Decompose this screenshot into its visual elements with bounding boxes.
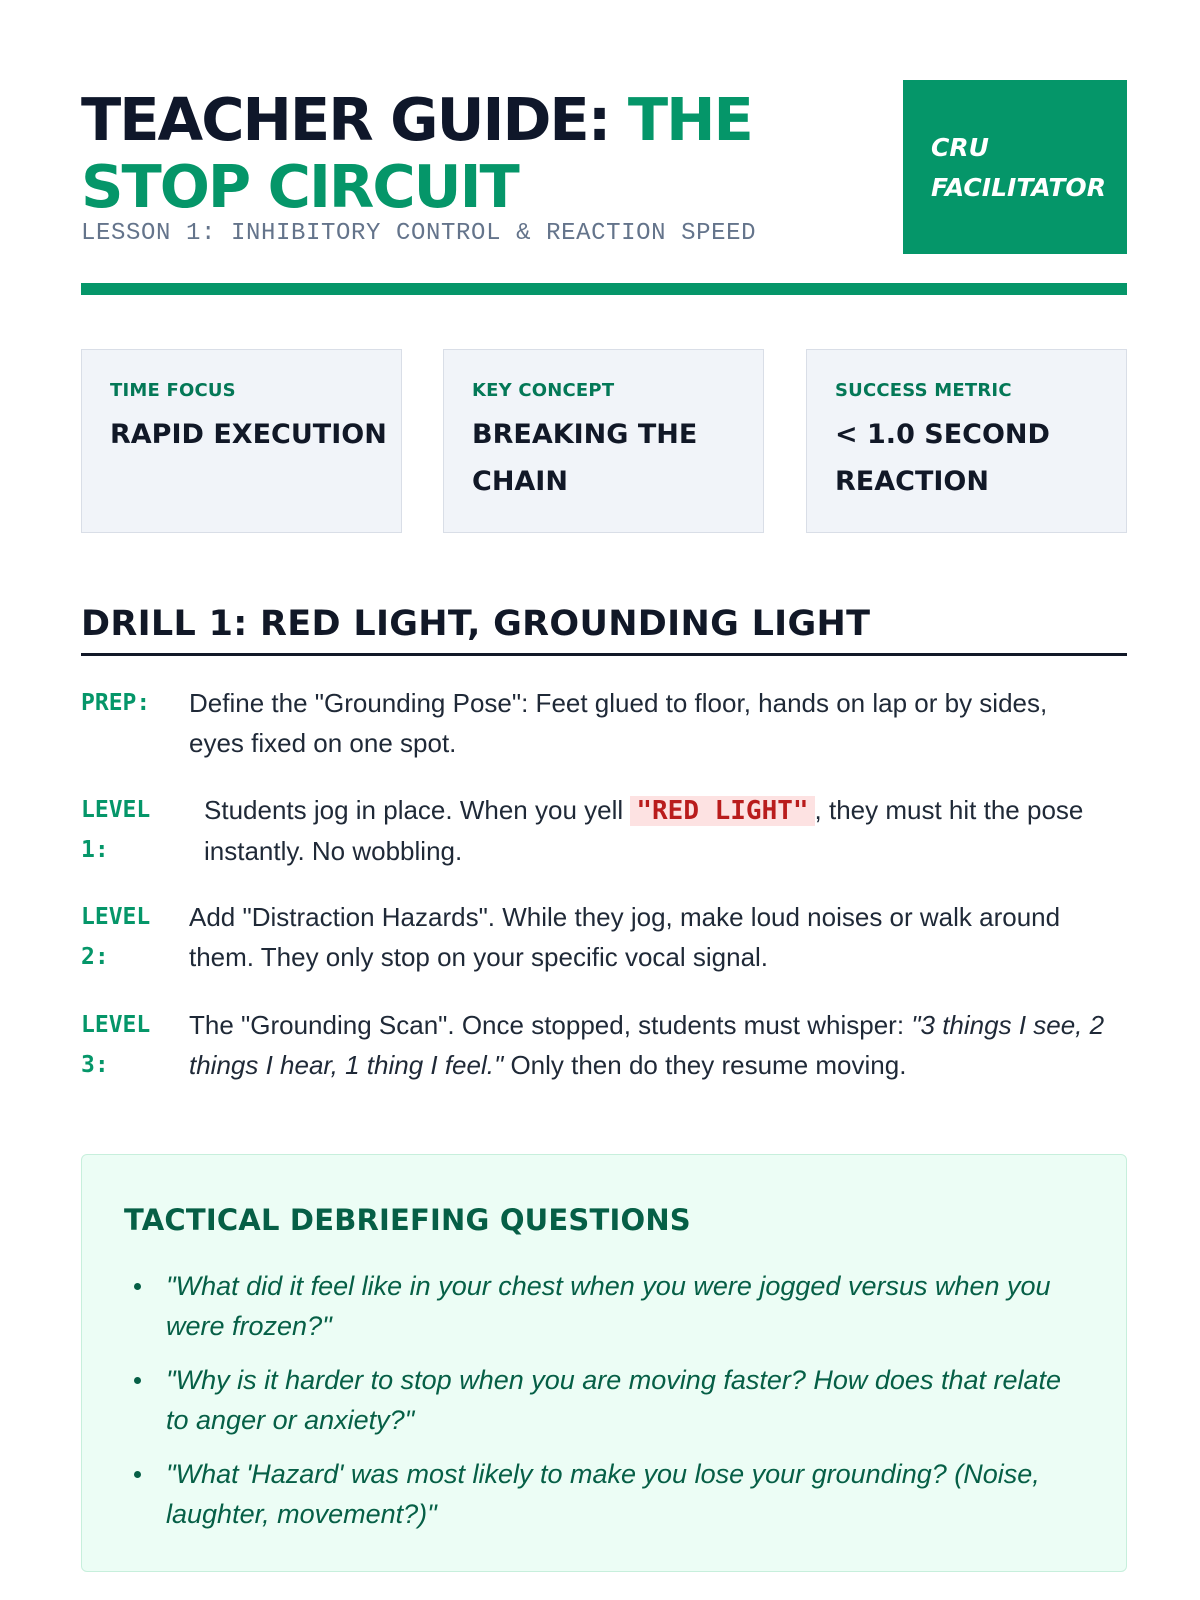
step-text: Define the "Grounding Pose": Feet glued to floor, hands on lap or by sides, eyes fixed on one spot. <box>189 688 1048 758</box>
step-prep <box>81 683 1127 763</box>
card-key-concept <box>443 349 764 533</box>
card-label: TIME FOCUS <box>110 380 236 401</box>
card-value: < 1.0 SECOND REACTION <box>835 419 1050 497</box>
title-accent: THE STOP CIRCUIT <box>81 85 752 221</box>
step-text-before: The "Grounding Scan". Once stopped, students must whisper: <box>189 1010 912 1040</box>
step-label: PREP: <box>81 690 151 716</box>
drill-title: DRILL 1: RED LIGHT, GROUNDING LIGHT <box>81 604 1127 656</box>
lesson-subtitle: LESSON 1: INHIBITORY CONTROL & REACTION SPEED <box>81 220 757 247</box>
step-label: LEVEL 2: <box>81 904 151 970</box>
step-text-after: , they must hit the pose instantly. No wobbling. <box>204 795 1084 866</box>
step-text: Add "Distraction Hazards". While they jog, make loud noises or walk around them. They only stop on your specific vocal signal. <box>189 902 1061 972</box>
step-text <box>189 1005 1129 1085</box>
debrief-title: TACTICAL DEBRIEFING QUESTIONS <box>124 1203 691 1237</box>
bullet-icon <box>134 1283 141 1290</box>
list-item <box>124 1360 1084 1440</box>
step-label: LEVEL 1: <box>81 797 151 863</box>
debrief-panel <box>81 1154 1127 1572</box>
step-level-1 <box>81 790 1127 870</box>
header-divider <box>81 283 1127 295</box>
grounding-scan-quote: "3 things I see, 2 things I hear, 1 thing I feel." <box>189 1010 1105 1080</box>
red-light-highlight: "RED LIGHT" <box>630 796 814 826</box>
title-main: TEACHER GUIDE: <box>81 85 628 154</box>
step-text-after: Only then do they resume moving. <box>503 1050 907 1080</box>
card-value: BREAKING THE CHAIN <box>472 419 698 497</box>
step-text <box>204 790 1104 871</box>
step-label: LEVEL 3: <box>81 1012 151 1078</box>
question-text: "What did it feel like in your chest when you were jogged versus when you were frozen?" <box>166 1271 1051 1341</box>
step-text-before: Students jog in place. When you yell <box>204 795 631 825</box>
bullet-icon <box>134 1471 141 1478</box>
card-label: SUCCESS METRIC <box>835 380 1012 401</box>
card-success-metric <box>806 349 1127 533</box>
step-level-3 <box>81 1005 1127 1085</box>
question-text: "What 'Hazard' was most likely to make you lose your grounding? (Noise, laughter, movement?)" <box>166 1459 1040 1529</box>
page-header <box>81 80 1127 250</box>
summary-cards <box>81 349 1127 533</box>
bullet-icon <box>134 1377 141 1384</box>
list-item <box>124 1454 1084 1534</box>
page-title <box>81 86 871 220</box>
question-text: "Why is it harder to stop when you are moving faster? How does that relate to anger or anxiety?" <box>166 1365 1062 1435</box>
list-item <box>124 1266 1084 1346</box>
facilitator-badge: CRU FACILITATOR <box>903 80 1127 254</box>
step-level-2 <box>81 897 1127 977</box>
card-time-focus <box>81 349 402 533</box>
card-label: KEY CONCEPT <box>472 380 615 401</box>
card-value: RAPID EXECUTION <box>110 419 387 450</box>
